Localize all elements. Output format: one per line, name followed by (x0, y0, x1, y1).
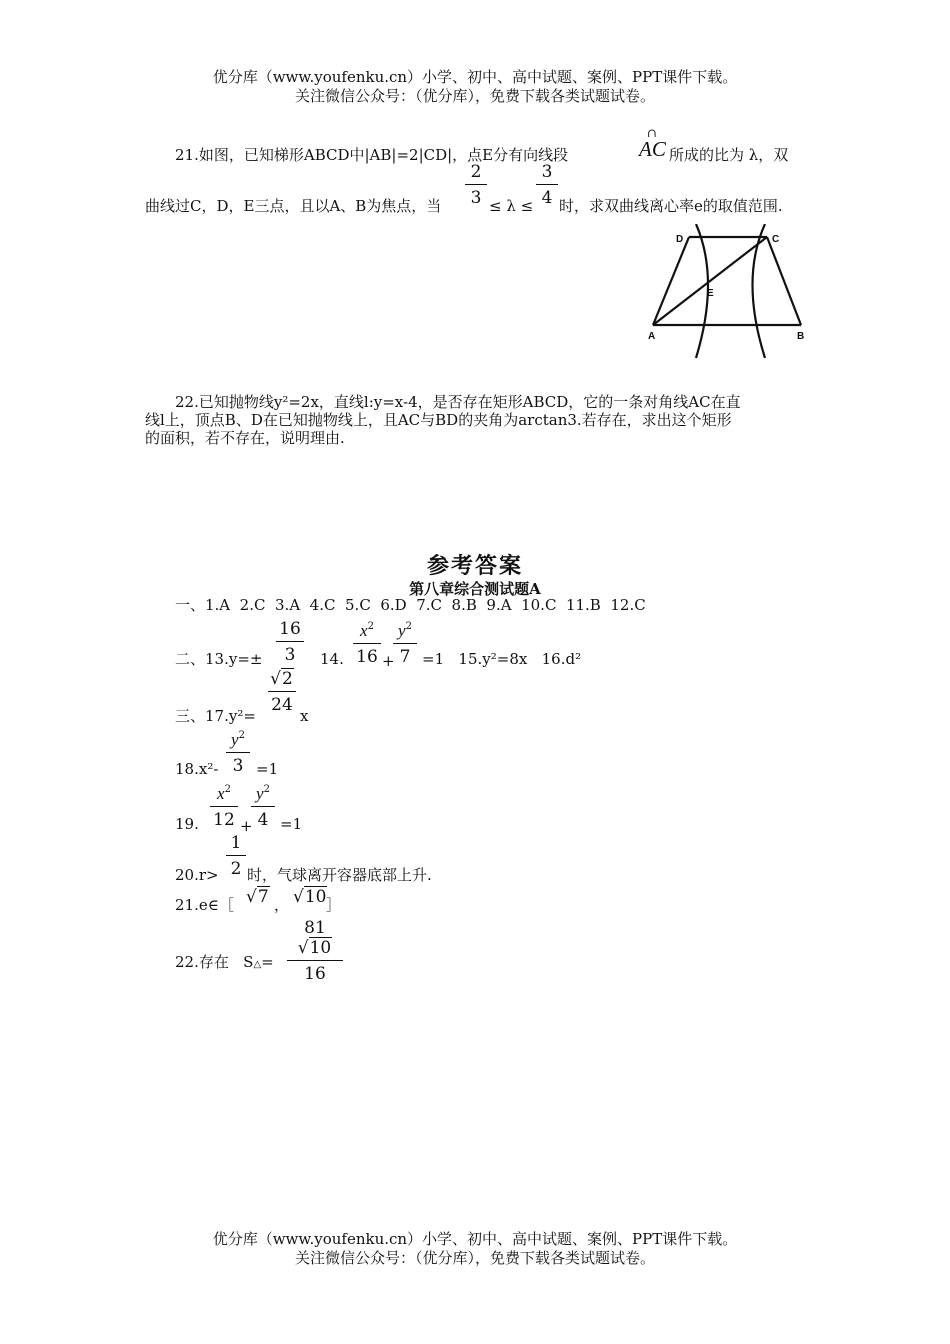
fraction-numerator: 1 (230, 833, 242, 853)
variable-x: x (217, 784, 225, 803)
radical: √7 (246, 887, 269, 907)
equals-sign: = (261, 953, 274, 971)
fraction-bar (226, 855, 246, 856)
answer-22-prefix (175, 953, 274, 974)
label-b: B (797, 331, 805, 342)
exponent: 2 (224, 784, 231, 795)
plus-sign: + (382, 652, 395, 670)
answer-22-text: 22.存在 S (175, 953, 254, 971)
fraction-bar (353, 643, 381, 644)
exponent: 2 (405, 621, 412, 632)
variable-y: y (398, 621, 406, 640)
q22-line3: 的面积，若不存在，说明理由. (145, 429, 345, 447)
radicand: 10 (304, 887, 327, 907)
fraction-numerator (393, 617, 417, 641)
answers-subtitle: 第八章综合测试题A (409, 580, 541, 598)
radicand: 10 (309, 938, 332, 958)
radical: √10 (297, 938, 332, 958)
q22-line2: 线l上，顶点B、D在已知抛物线上，且AC与BD的夹角为arctan3.若存在，求出这个矩形 (145, 411, 732, 429)
answers-title: 参考答案 (426, 553, 523, 579)
fraction-one-half (226, 833, 246, 879)
exponent: 2 (263, 784, 270, 795)
fraction-denominator: 3 (284, 645, 296, 665)
fraction-bar (536, 184, 558, 185)
exponent: 2 (367, 621, 374, 632)
header-line-2: 关注微信公众号：（优分库），免费下载各类试题试卷。 (294, 87, 655, 105)
fraction-sqrt2-24 (268, 669, 296, 715)
answer-17-prefix: 三、17.y²= (175, 707, 256, 725)
lambda-range: ≤ λ ≤ (489, 197, 534, 215)
fraction-numerator (251, 780, 275, 804)
fraction-y2-3 (226, 726, 250, 776)
fraction-denominator: 3 (232, 756, 244, 776)
answer-row-1: 一、1.A 2.C 3.A 4.C 5.C 6.D 7.C 8.B 9.A 10.C 11.B 12.C (175, 596, 646, 614)
fraction-bar (393, 643, 417, 644)
fraction-numerator (226, 726, 250, 750)
footer-line-1: 优分库（www.youfenku.cn）小学、初中、高中试题、案例、PPT课件下载。 (212, 1230, 738, 1248)
variable-y: y (231, 730, 239, 749)
arc-label: AC (639, 137, 666, 161)
answer-13-prefix: 二、13.y=± (175, 650, 263, 668)
fraction-numerator: 3 (541, 162, 553, 182)
fraction-x2-12 (210, 780, 238, 830)
header-line-1: 优分库（www.youfenku.cn）小学、初中、高中试题、案例、PPT课件下载。 (212, 68, 738, 86)
plus-sign: + (240, 817, 253, 835)
fraction-bar (251, 806, 275, 807)
q21-line1-a: 21.如图，已知梯形ABCD中|AB|=2|CD|，点E分有向线段 (175, 146, 569, 164)
fraction-denominator: 7 (399, 647, 411, 667)
label-d: D (676, 234, 684, 245)
label-e: E (707, 288, 714, 299)
label-a: A (648, 331, 656, 342)
variable-x: x (360, 621, 368, 640)
fraction-numerator (353, 617, 381, 641)
arc-symbol: ∩ (647, 126, 658, 140)
fraction-bar (465, 184, 487, 185)
trapezoid-hyperbola-figure (640, 224, 820, 364)
fraction-numerator: 16 (279, 619, 301, 639)
answer-19-prefix: 19. (175, 815, 199, 833)
footer-line-2: 关注微信公众号：（优分库），免费下载各类试题试卷。 (294, 1249, 655, 1267)
fraction-bar (226, 752, 250, 753)
hyperbola-right-branch (753, 224, 766, 358)
fraction-denominator: 16 (304, 964, 326, 984)
fraction-two-thirds (465, 162, 487, 208)
fraction-y2-4 (251, 780, 275, 830)
answer-row-2-suffix: =1 15.y²=8x 16.d² (422, 650, 582, 668)
fraction-bar (276, 641, 304, 642)
fraction-numerator (287, 918, 343, 958)
radical: √2 (270, 669, 293, 689)
answer-18-suffix: =1 (256, 760, 279, 778)
radical-sqrt10 (293, 887, 327, 907)
answer-17-suffix: x (300, 707, 309, 725)
coefficient: 81 (304, 918, 326, 938)
fraction-bar (268, 691, 296, 692)
comma: ， (274, 896, 290, 914)
fraction-numerator (268, 669, 296, 689)
radicand: 7 (257, 887, 269, 907)
answer-20-suffix: 时，气球离开容器底部上升. (247, 866, 432, 884)
fraction-denominator: 2 (230, 859, 242, 879)
answer-18-prefix: 18.x²- (175, 760, 219, 778)
triangle-subscript: △ (253, 959, 262, 970)
variable-y: y (256, 784, 264, 803)
q21-line2-b: 时，求双曲线离心率e的取值范围. (559, 197, 783, 215)
exponent: 2 (238, 730, 245, 741)
fraction-bar (287, 960, 343, 961)
fraction-numerator: 2 (470, 162, 482, 182)
fraction-three-quarters (536, 162, 558, 208)
fraction-16-3 (276, 619, 304, 665)
q21-line2-a: 曲线过C，D，E三点，且以A、B为焦点，当 (145, 197, 442, 215)
q21-line1-b: 所成的比为 λ，双 (669, 146, 789, 164)
q22-line1: 22.已知抛物线y²=2x，直线l:y=x-4，是否存在矩形ABCD，它的一条对角线AC在直 (175, 393, 741, 411)
fraction-denominator: 3 (470, 188, 482, 208)
fraction-81sqrt10-16 (287, 918, 343, 984)
fraction-x2-16 (353, 617, 381, 667)
radical-sqrt7 (246, 887, 270, 907)
fraction-numerator (210, 780, 238, 804)
fraction-bar (210, 806, 238, 807)
label-c: C (772, 234, 780, 245)
fraction-denominator: 4 (541, 188, 553, 208)
radical: √10 (293, 887, 327, 907)
answer-21-suffix: ］ (326, 896, 342, 914)
answer-19-suffix: =1 (280, 815, 303, 833)
fraction-denominator: 12 (213, 810, 235, 830)
answer-21-prefix: 21.e∈［ (175, 896, 234, 914)
fraction-denominator: 4 (257, 810, 269, 830)
radicand: 2 (282, 669, 293, 689)
fraction-denominator: 24 (271, 695, 293, 715)
fraction-denominator: 16 (356, 647, 378, 667)
answer-14-label: 14. (320, 650, 344, 668)
answer-20-prefix: 20.r> (175, 866, 219, 884)
fraction-y2-7 (393, 617, 417, 667)
side-bc (767, 237, 801, 325)
